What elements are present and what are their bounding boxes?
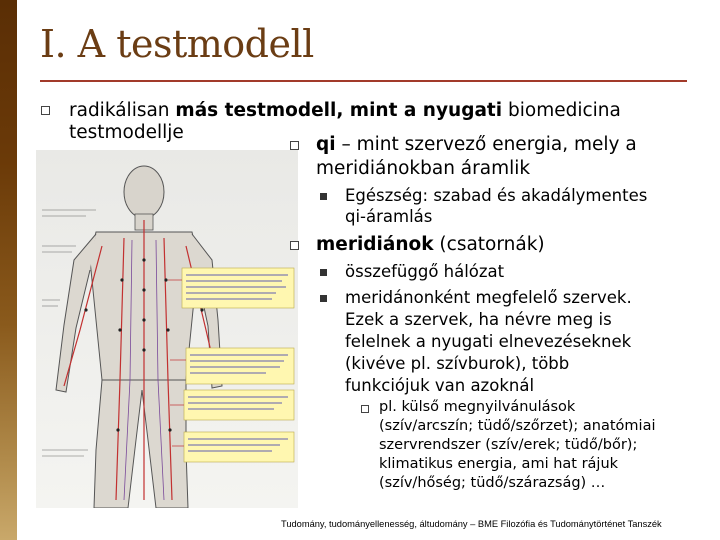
bullet-3-2-1-line-3: szervrendszer (szív/erek; tüdő/bőr); [379,437,638,453]
bullet-1-text: radikálisan [69,100,176,121]
bullet-3-2-line-1: meridánonként megfelelő szervek. [345,288,632,307]
bullet-2-1-line-1: Egészség: szabad és akadálymentes [345,186,648,205]
bullet-marker-hollow [290,241,299,250]
bullet-2-line-2: meridiánokban áramlik [316,158,531,179]
bullet-marker-hollow [290,141,299,150]
bullet-1-line-2: testmodellje [69,122,184,143]
bullet-marker-hollow [361,405,369,413]
title-underline [40,80,687,82]
bullet-2-1-line-2: qi-áramlás [345,207,433,226]
bullet-3-2-line-4: (kivéve pl. szívburok), több [345,354,570,373]
bullet-1-line-1 [69,99,621,123]
bullet-3-1-line-1: összefüggő hálózat [345,262,505,281]
bullet-3-2-1-line-5: (szív/hőség; tüdő/szárazság) … [379,475,606,491]
bullet-2-line-1 [316,133,637,157]
bullet-3-line-1 [316,233,545,257]
bullet-marker-filled [320,295,327,302]
bullet-3-2-1-line-4: klimatikus energia, ami hat rájuk [379,456,619,472]
bullet-3-2-line-5: funkciójuk van azoknál [345,376,535,395]
bullet-3-2-line-2: Ezek a szervek, ha névre meg is [345,310,612,329]
bullet-3-2-1-line-1: pl. külső megnyilvánulások [379,399,576,415]
bullet-1-bold: más testmodell, mint a nyugati [175,100,503,121]
bullet-2-text: – mint szervező energia, mely a [335,134,637,155]
acupuncture-meridian-chart-image [36,150,298,508]
meridian-figure-svg [36,150,298,508]
bullet-3-bold: meridiánok [316,234,434,255]
bullet-1-text-end: biomedicina [502,100,621,121]
bullet-3-2-1-line-2: (szív/arcszín; tüdő/szőrzet); anatómiai [379,418,656,434]
bullet-2-bold: qi [316,134,336,155]
bullet-3-text: (csatornák) [433,234,545,255]
bullet-marker-filled [320,269,327,276]
slide-title: I. A testmodell [40,22,314,66]
bullet-marker-hollow [41,106,50,115]
left-accent-bar [0,0,17,540]
slide-footer: Tudomány, tudományellenesség, áltudomány – BME Filozófia és Tudománytörténet Tanszék [281,519,662,529]
bullet-3-2-line-3: felelnek a nyugati elnevezéseknek [345,332,632,351]
bullet-marker-filled [320,193,327,200]
